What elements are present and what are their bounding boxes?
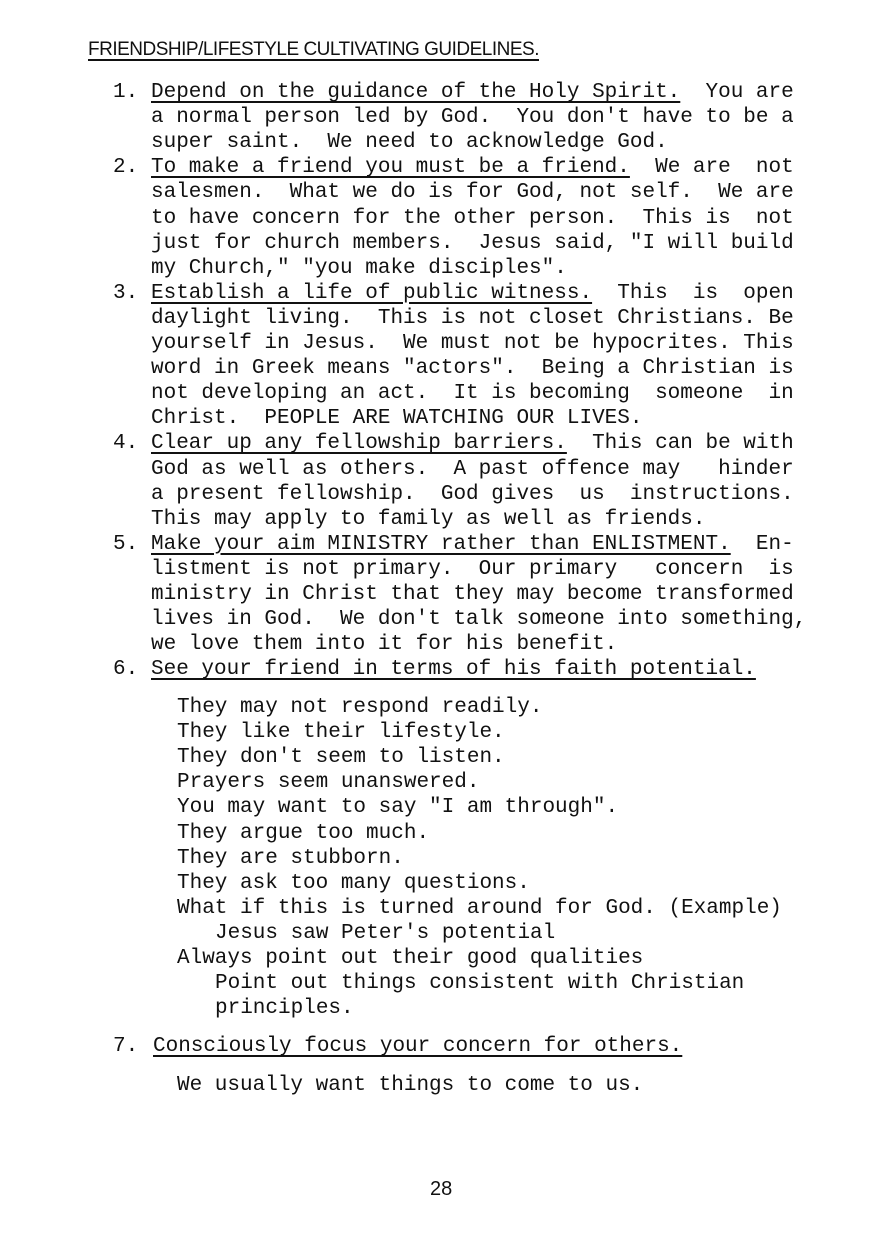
item-first-line [151, 81, 794, 105]
reason-line: They ask too many questions. [177, 871, 530, 895]
item-text-line: just for church members. Jesus said, "I will build [151, 231, 794, 255]
item-first-line [151, 282, 794, 306]
item-heading: To make a friend you must be a friend. [151, 156, 630, 180]
item-text: This is open [592, 281, 794, 305]
item-text-line: we love them into it for his benefit. [151, 633, 618, 657]
item-text-line: super saint. We need to acknowledge God. [151, 131, 668, 155]
item-number: 6. [113, 658, 139, 682]
item-text-line: yourself in Jesus. We must not be hypocrites. This [151, 332, 794, 355]
item-number: 3. [113, 281, 139, 305]
item-heading: Establish a life of public witness. [151, 281, 593, 305]
item-first-line [151, 658, 756, 682]
reason-line: principles. [215, 997, 354, 1021]
item-text: You are [680, 81, 794, 104]
item-text-line: to have concern for the other person. This is not [151, 206, 794, 230]
item-heading: See your friend in terms of his faith potential. [151, 658, 756, 682]
reason-line: You may want to say "I am through". [177, 796, 619, 820]
item-number: 1. [113, 81, 139, 104]
item-text-line: God as well as others. A past offence may hinder [151, 457, 794, 481]
item-heading: Clear up any fellowship barriers. [151, 432, 567, 456]
item-text-line: Christ. PEOPLE ARE WATCHING OUR LIVES. [151, 407, 643, 431]
item-text: This can be with [566, 432, 794, 456]
page-title: FRIENDSHIP/LIFESTYLE CULTIVATING GUIDELINES. [88, 39, 539, 60]
reason-line: What if this is turned around for God. (Example) [177, 896, 782, 920]
item-first-line [151, 432, 794, 456]
item-text-line: not developing an act. It is becoming someone in [151, 382, 794, 406]
item-number: 2. [113, 156, 139, 180]
reason-line: Always point out their good qualities [177, 947, 644, 970]
item-text: En- [730, 532, 794, 556]
item-text-line: listment is not primary. Our primary concern is [151, 557, 794, 581]
reason-line: They like their lifestyle. [177, 721, 505, 745]
reason-line: Prayers seem unanswered. [177, 771, 480, 795]
item-number: 4. [113, 432, 139, 456]
item-number: 7. [113, 1035, 139, 1058]
reason-line: Point out things consistent with Christian [215, 972, 745, 996]
item-text-line: daylight living. This is not closet Christians. Be [151, 306, 794, 330]
item-heading: Consciously focus your concern for others. [153, 1035, 683, 1058]
reason-line: They don't seem to listen. [177, 746, 505, 770]
item-text-line: ministry in Christ that they may become transformed [151, 583, 794, 606]
page-number: 28 [430, 1178, 453, 1200]
item-text-line: We usually want things to come to us. [177, 1074, 644, 1097]
reason-line: They may not respond readily. [177, 696, 543, 719]
item-text-line: a normal person led by God. You don't have to be a [151, 106, 794, 130]
item-text-line: word in Greek means "actors". Being a Christian is [151, 357, 794, 381]
item-text-line: my Church," "you make disciples". [151, 256, 567, 280]
item-text-line: lives in God. We don't talk someone into something, [151, 608, 807, 632]
item-text-line: a present fellowship. God gives us instructions. [151, 482, 794, 506]
item-first-line [151, 156, 794, 180]
reason-line: Jesus saw Peter's potential [215, 921, 556, 945]
item-number: 5. [113, 532, 139, 556]
reason-line: They are stubborn. [177, 846, 404, 870]
item-text-line: This may apply to family as well as friends. [151, 507, 706, 531]
item-first-line [151, 533, 794, 557]
reason-line: They argue too much. [177, 821, 430, 845]
item-text: We are not [629, 156, 794, 180]
item-text-line: salesmen. What we do is for God, not self. We are [151, 181, 794, 205]
item-heading: Depend on the guidance of the Holy Spirit. [151, 81, 681, 104]
item-heading: Make your aim MINISTRY rather than ENLISTMENT. [151, 532, 731, 556]
